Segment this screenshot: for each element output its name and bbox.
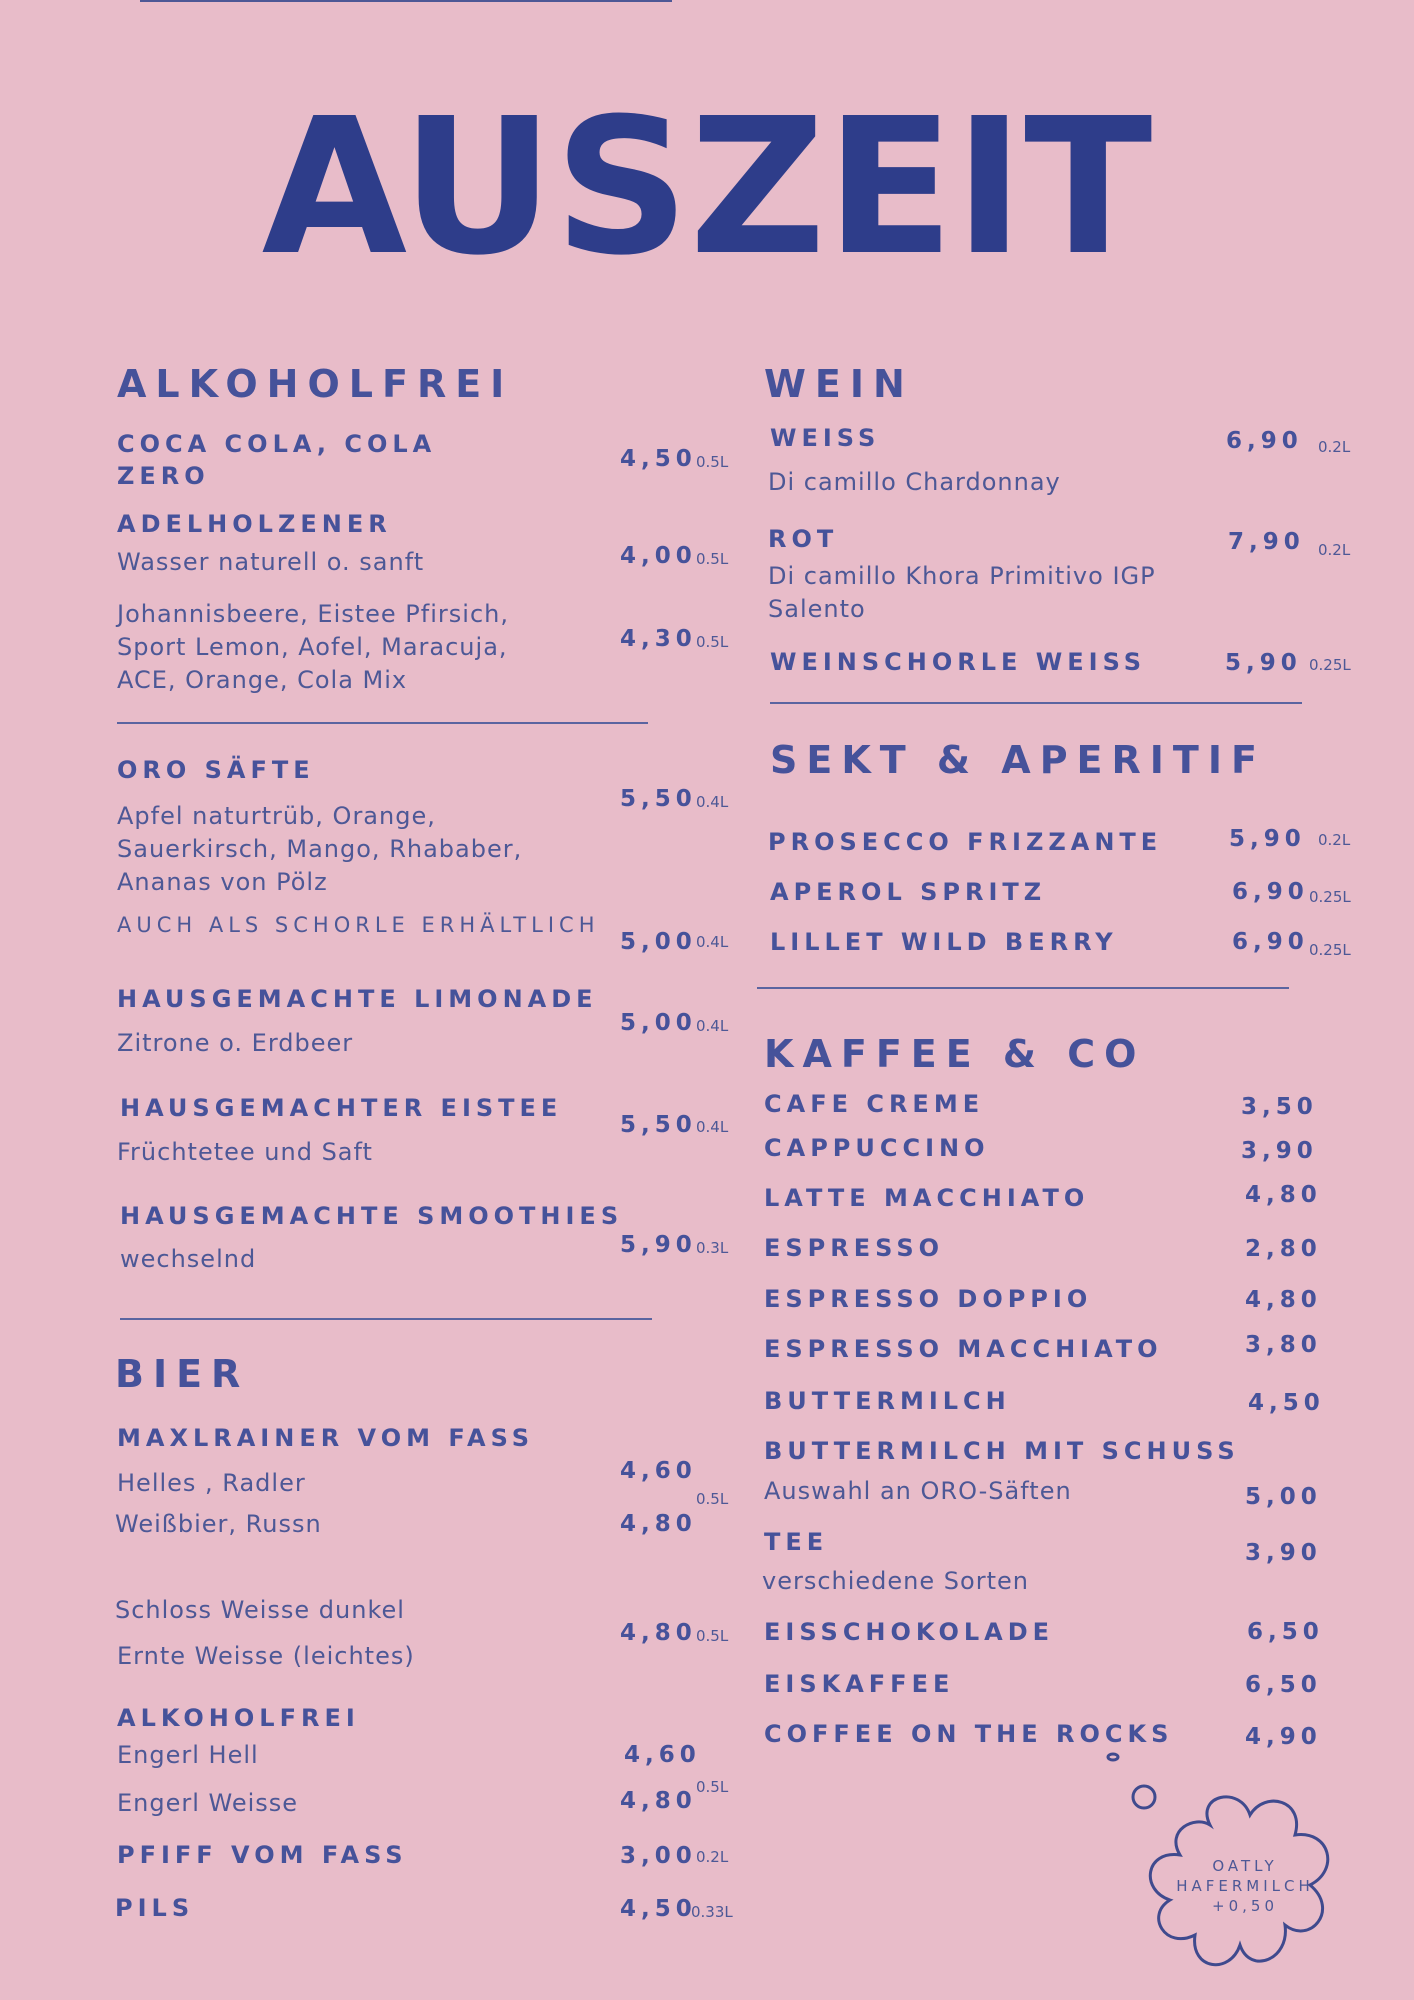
coffee-item-price: 4,50 — [1248, 1390, 1325, 1416]
item-weinschorle-price: 5,90 — [1225, 650, 1302, 676]
item-schorle-volume: 0.5L — [696, 633, 729, 651]
item-oro-schorle-label: AUCH ALS SCHORLE ERHÄLTLICH — [117, 913, 600, 937]
item-schloss-desc: Schloss Weisse dunkel — [115, 1596, 405, 1624]
item-schorle-desc: Johannisbeere, Eistee Pfirsich, Sport Lemon, Aofel, Maracuja, ACE, Orange, Cola Mix — [117, 600, 509, 694]
oatly-line-1: OATLY — [1212, 1857, 1278, 1875]
section-sekt-heading: SEKT & APERITIF — [770, 738, 1266, 782]
menu-title: AUSZEIT — [261, 78, 1153, 297]
item-smoothies-name: HAUSGEMACHTE SMOOTHIES — [120, 1202, 624, 1230]
item-cola-price: 4,50 — [620, 446, 697, 472]
item-limonade-desc: Zitrone o. Erdbeer — [117, 1029, 354, 1057]
section-alkoholfrei-heading: ALKOHOLFREI — [117, 362, 514, 406]
coffee-item-name: CAPPUCCINO — [764, 1134, 990, 1162]
item-helles-price: 4,60 — [620, 1458, 697, 1484]
item-adelholzener-price: 4,00 — [620, 543, 697, 569]
divider — [770, 702, 1302, 704]
item-wein-weiss-name: WEISS — [770, 424, 881, 452]
top-rule — [140, 0, 672, 2]
item-coffee-rocks-name: COFFEE ON THE ROCKS — [764, 1720, 1174, 1748]
item-wein-rot-price: 7,90 — [1228, 529, 1305, 555]
item-adelholzener-name: ADELHOLZENER — [117, 510, 392, 538]
item-schloss-volume: 0.5L — [696, 1627, 729, 1645]
item-oro-price: 5,50 — [620, 786, 697, 812]
section-bier-heading: BIER — [115, 1352, 250, 1396]
section-kaffee-heading: KAFFEE & CO — [764, 1032, 1146, 1076]
item-cola-name: COCA COLA, COLA ZERO — [117, 430, 437, 490]
item-prosecco-price: 5,90 — [1229, 826, 1306, 852]
item-adelholzener-volume: 0.5L — [696, 550, 729, 568]
item-ernte-desc: Ernte Weisse (leichtes) — [117, 1642, 415, 1670]
item-smoothies-desc: wechselnd — [120, 1245, 257, 1273]
section-wein-heading: WEIN — [764, 362, 914, 406]
item-eiskaffee-name: EISKAFFEE — [764, 1670, 955, 1698]
item-weinschorle-volume: 0.25L — [1309, 656, 1351, 674]
item-lillet-price: 6,90 — [1232, 929, 1309, 955]
item-maxlrainer-volume: 0.5L — [696, 1490, 729, 1508]
item-eisschokolade-name: EISSCHOKOLADE — [764, 1618, 1055, 1646]
item-oro-name: ORO SÄFTE — [117, 756, 315, 784]
item-pfiff-price: 3,00 — [620, 1843, 697, 1869]
item-buttermilch-schuss-name: BUTTERMILCH MIT SCHUSS — [764, 1437, 1240, 1465]
item-tee-price: 3,90 — [1245, 1540, 1322, 1566]
item-coffee-rocks-price: 4,90 — [1245, 1724, 1322, 1750]
oatly-line-2: HAFERMILCH — [1176, 1877, 1314, 1895]
coffee-item-price: 3,50 — [1241, 1094, 1318, 1120]
item-engerl-hell-desc: Engerl Hell — [117, 1741, 259, 1769]
item-tee-name: TEE — [764, 1528, 829, 1556]
item-engerl-weisse-price: 4,80 — [620, 1788, 697, 1814]
item-wein-rot-name: ROT — [768, 525, 839, 553]
item-tee-desc: verschiedene Sorten — [762, 1567, 1029, 1595]
coffee-item-name: BUTTERMILCH — [764, 1387, 1011, 1415]
divider — [757, 987, 1289, 989]
item-wein-rot-volume: 0.2L — [1318, 541, 1351, 559]
item-pils-price: 4,50 — [620, 1896, 697, 1922]
item-eisschokolade-price: 6,50 — [1247, 1619, 1324, 1645]
item-buttermilch-schuss-desc: Auswahl an ORO-Säften — [764, 1477, 1072, 1505]
item-pils-name: PILS — [115, 1894, 195, 1922]
coffee-item-name: LATTE MACCHIATO — [764, 1184, 1090, 1212]
item-eistee-volume: 0.4L — [696, 1118, 729, 1136]
item-lillet-name: LILLET WILD BERRY — [770, 928, 1118, 956]
coffee-item-price: 4,80 — [1245, 1182, 1322, 1208]
item-eistee-price: 5,50 — [620, 1112, 697, 1138]
oatly-line-3: +0,50 — [1212, 1897, 1278, 1915]
item-engerl-weisse-desc: Engerl Weisse — [117, 1789, 299, 1817]
item-pils-volume: 0.33L — [691, 1903, 733, 1921]
item-aperol-price: 6,90 — [1232, 879, 1309, 905]
item-pfiff-name: PFIFF VOM FASS — [117, 1841, 408, 1869]
item-oro-volume: 0.4L — [696, 793, 729, 811]
item-smoothies-price: 5,90 — [620, 1232, 697, 1258]
item-wein-weiss-volume: 0.2L — [1318, 438, 1351, 456]
coffee-item-name: ESPRESSO — [764, 1234, 945, 1262]
item-eistee-desc: Früchtetee und Saft — [117, 1138, 373, 1166]
coffee-item-price: 3,80 — [1245, 1332, 1322, 1358]
item-oro-schorle-volume: 0.4L — [696, 933, 729, 951]
item-oro-desc: Apfel naturtrüb, Orange, Sauerkirsch, Mango, Rhababer, Ananas von Pölz — [117, 802, 523, 896]
item-wein-rot-desc: Di camillo Khora Primitivo IGP Salento — [768, 562, 1156, 623]
item-eistee-name: HAUSGEMACHTER EISTEE — [120, 1094, 563, 1122]
item-weinschorle-name: WEINSCHORLE WEISS — [770, 648, 1147, 676]
item-lillet-volume: 0.25L — [1309, 941, 1351, 959]
item-limonade-name: HAUSGEMACHTE LIMONADE — [117, 985, 598, 1013]
item-aperol-name: APEROL SPRITZ — [770, 878, 1047, 906]
item-schorle-price: 4,30 — [620, 626, 697, 652]
item-eiskaffee-price: 6,50 — [1245, 1672, 1322, 1698]
item-prosecco-name: PROSECCO FRIZZANTE — [768, 828, 1163, 856]
item-oro-schorle-price: 5,00 — [620, 929, 697, 955]
item-engerl-hell-price: 4,60 — [624, 1742, 701, 1768]
item-schloss-price: 4,80 — [620, 1620, 697, 1646]
divider — [120, 1318, 652, 1320]
item-aperol-volume: 0.25L — [1309, 888, 1351, 906]
coffee-item-price: 2,80 — [1245, 1236, 1322, 1262]
item-wein-weiss-price: 6,90 — [1226, 428, 1303, 454]
item-smoothies-volume: 0.3L — [696, 1239, 729, 1257]
item-adelholzener-desc: Wasser naturell o. sanft — [117, 548, 425, 576]
coffee-item-name: CAFE CREME — [764, 1090, 985, 1118]
item-bier-alkoholfrei-name: ALKOHOLFREI — [117, 1704, 360, 1732]
coffee-item-price: 4,80 — [1245, 1287, 1322, 1313]
item-pfiff-volume: 0.2L — [696, 1848, 729, 1866]
item-helles-desc: Helles , Radler — [117, 1469, 306, 1497]
coffee-item-name: ESPRESSO MACCHIATO — [764, 1335, 1163, 1363]
item-engerl-volume: 0.5L — [696, 1778, 729, 1796]
item-buttermilch-schuss-price: 5,00 — [1245, 1484, 1322, 1510]
item-maxlrainer-name: MAXLRAINER VOM FASS — [117, 1424, 535, 1452]
item-prosecco-volume: 0.2L — [1318, 831, 1351, 849]
coffee-item-name: ESPRESSO DOPPIO — [764, 1285, 1093, 1313]
item-wein-weiss-desc: Di camillo Chardonnay — [768, 468, 1061, 496]
item-limonade-price: 5,00 — [620, 1010, 697, 1036]
divider — [117, 722, 648, 724]
item-limonade-volume: 0.4L — [696, 1017, 729, 1035]
item-weissbier-price: 4,80 — [620, 1511, 697, 1537]
item-weissbier-desc: Weißbier, Russn — [115, 1510, 322, 1538]
coffee-item-price: 3,90 — [1241, 1138, 1318, 1164]
oatly-note — [1165, 1856, 1325, 1916]
item-cola-volume: 0.5L — [696, 453, 729, 471]
